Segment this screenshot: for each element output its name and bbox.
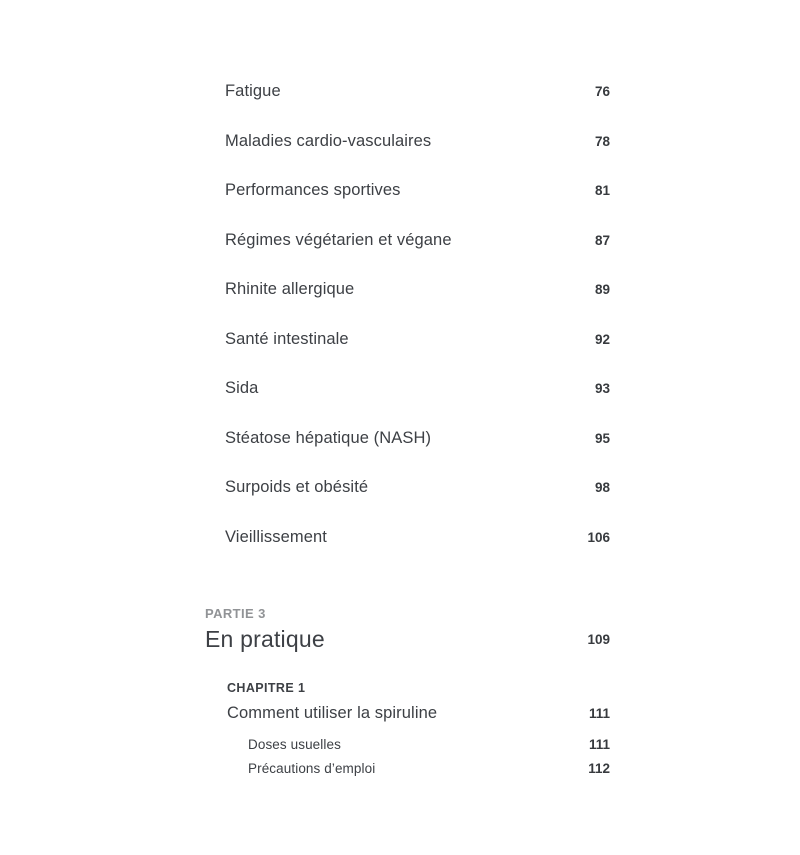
toc-entry-page: 89 <box>594 282 610 298</box>
toc-entry-label: Vieillissement <box>225 527 327 546</box>
chapter-subentry-page: 111 <box>588 736 610 752</box>
toc-entry-page: 95 <box>594 430 610 446</box>
toc-entry-page: 92 <box>594 331 610 347</box>
part-section <box>205 606 610 653</box>
chapter-section <box>227 681 610 780</box>
chapter-page: 111 <box>588 706 610 721</box>
toc-entry <box>205 166 610 216</box>
part-page: 109 <box>587 632 610 647</box>
toc-entry-label: Performances sportives <box>225 181 401 200</box>
toc-entry-page: 93 <box>594 381 610 397</box>
toc-entry-label: Régimes végétarien et végane <box>225 230 452 249</box>
toc-entry <box>205 513 610 563</box>
toc-entry-page: 87 <box>594 232 610 248</box>
toc-entry-page: 106 <box>587 529 610 545</box>
chapter-kicker: CHAPITRE 1 <box>227 681 306 695</box>
part-title: En pratique <box>205 626 325 652</box>
toc-entry-page: 78 <box>594 133 610 149</box>
chapter-title: Comment utiliser la spiruline <box>227 704 438 722</box>
chapter-subentry-label: Doses usuelles <box>248 736 341 752</box>
chapter-subentry <box>227 756 610 780</box>
toc-entry-page: 76 <box>594 84 610 100</box>
toc-entry <box>205 265 610 315</box>
chapter-subentry <box>227 732 610 756</box>
toc-entry-page: 81 <box>594 183 610 199</box>
toc-entry <box>205 117 610 167</box>
toc-entry-label: Santé intestinale <box>225 329 349 348</box>
toc-entry <box>205 315 610 365</box>
toc-entry-label: Surpoids et obésité <box>225 478 369 497</box>
toc-entry-label: Sida <box>225 379 259 398</box>
toc-entry <box>205 463 610 513</box>
toc-entry-label: Rhinite allergique <box>225 280 355 299</box>
toc-entry-label: Maladies cardio-vasculaires <box>225 131 432 150</box>
toc-list <box>205 67 610 562</box>
toc-entry <box>205 67 610 117</box>
part-title-row <box>205 626 610 653</box>
toc-entry <box>205 216 610 266</box>
toc-entry-label: Fatigue <box>225 82 281 101</box>
toc-entry-label: Stéatose hépatique (NASH) <box>225 428 432 447</box>
toc-entry <box>205 414 610 464</box>
chapter-subentry-label: Précautions d’emploi <box>248 760 376 776</box>
chapter-title-row <box>227 704 610 723</box>
part-kicker: PARTIE 3 <box>205 606 266 621</box>
toc-entry-page: 98 <box>594 480 610 496</box>
toc-entry <box>205 364 610 414</box>
chapter-subentry-page: 112 <box>588 760 610 776</box>
